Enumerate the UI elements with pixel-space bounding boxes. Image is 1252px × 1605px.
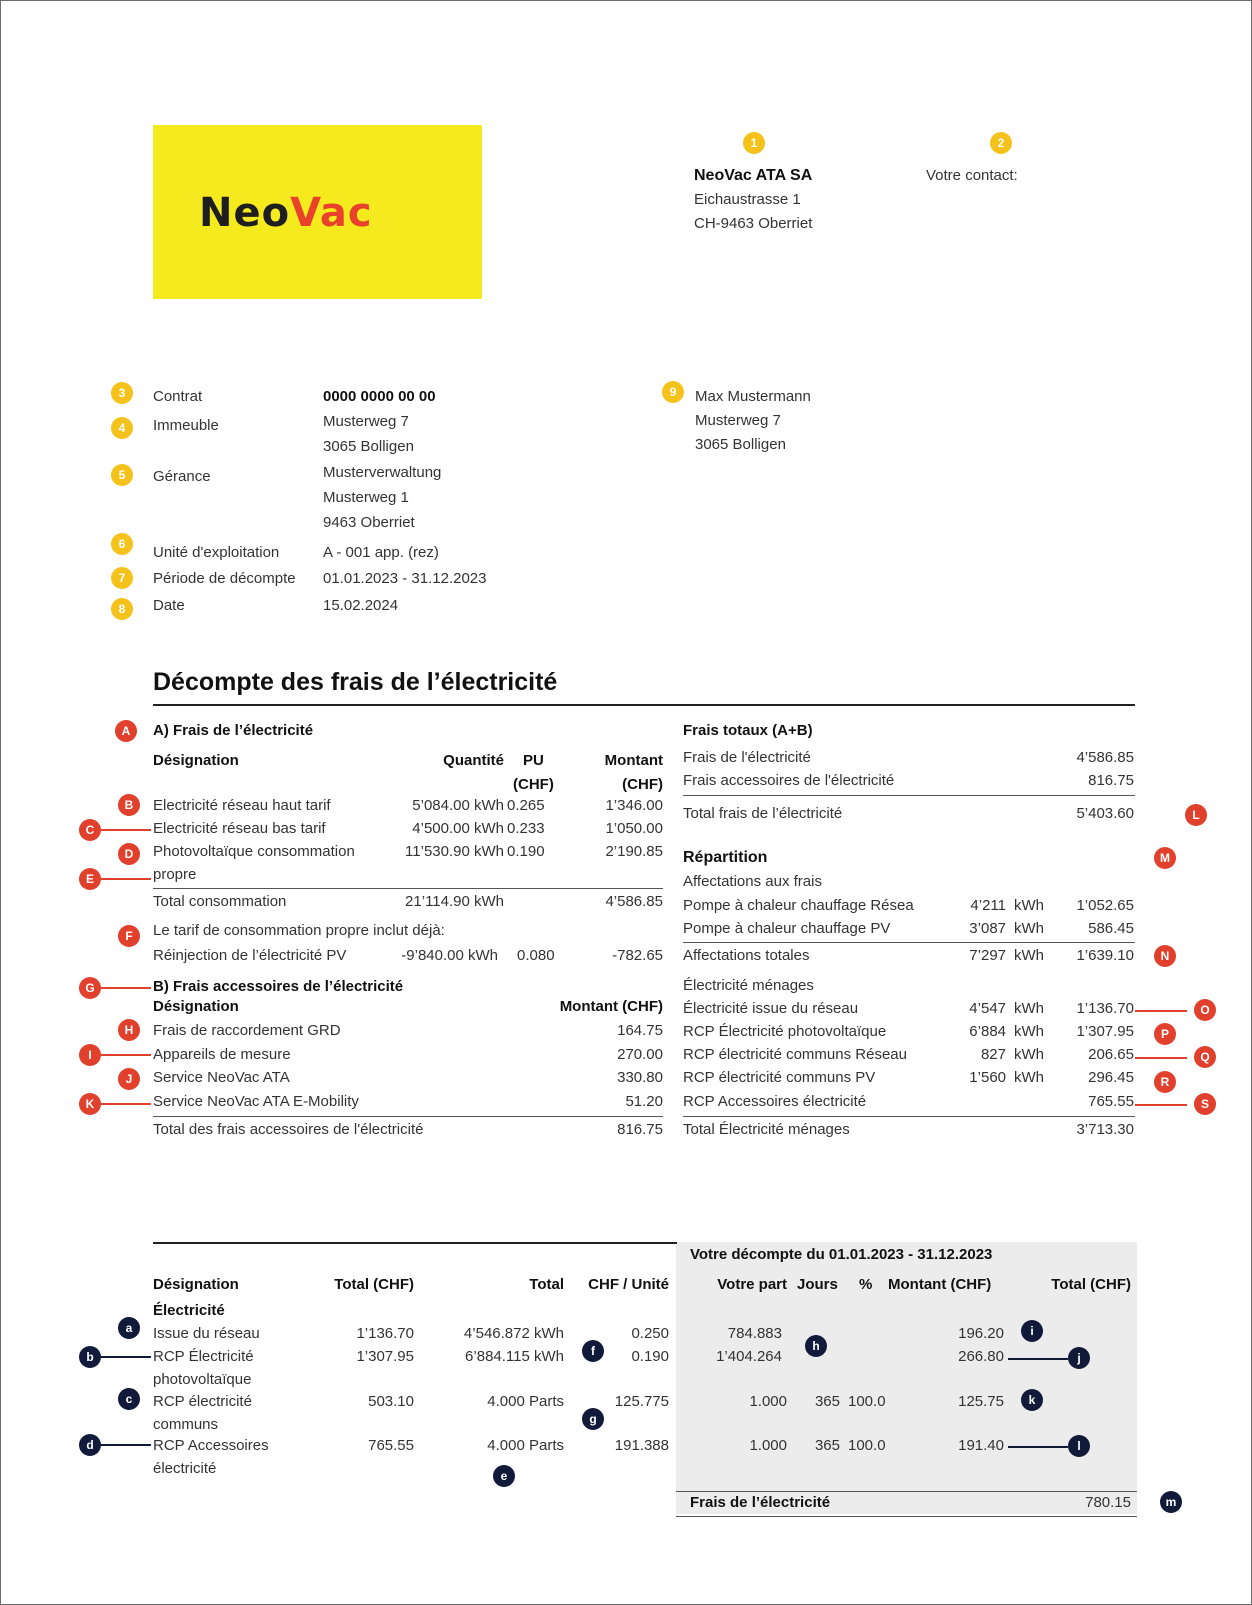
sectionB-col-designation: Désignation xyxy=(153,998,239,1015)
period-label: Période de décompte xyxy=(153,570,296,587)
reinjection-qty: -9’840.00 kWh xyxy=(401,947,498,964)
sectionA-heading: A) Frais de l’électricité xyxy=(153,722,314,739)
marker-G: G xyxy=(79,977,101,999)
bottom-row2-chf-unit: 0.190 xyxy=(631,1348,669,1365)
bottom-col-total-chf: Total (CHF) xyxy=(334,1276,414,1293)
sectionA-row3-label2: propre xyxy=(153,866,197,883)
marker-R: R xyxy=(1154,1071,1176,1093)
bottom-row3-label: RCP électricité xyxy=(153,1393,252,1410)
marker-N: N xyxy=(1154,945,1176,967)
repartition-sub: Affectations aux frais xyxy=(683,873,822,890)
logo-neo: Neo xyxy=(199,190,291,236)
sectionA-col-pu: PU xyxy=(523,752,544,769)
sectionA-row2-label: Electricité réseau bas tarif xyxy=(153,820,326,837)
sectionB-row3-label: Service NeoVac ATA xyxy=(153,1069,290,1086)
marker-c: c xyxy=(118,1388,140,1410)
bottom-row3-label2: communs xyxy=(153,1416,219,1433)
repartition-row2-qty: 3’087 xyxy=(969,920,1006,937)
marker-m: m xyxy=(1160,1491,1182,1513)
menages-row2-label: RCP Électricité photovoltaïque xyxy=(683,1023,887,1040)
contract-value: 0000 0000 00 00 xyxy=(323,388,436,405)
menages-row4-unit: kWh xyxy=(1014,1069,1044,1086)
logo-wordmark xyxy=(199,190,373,236)
menages-row3-amount: 206.65 xyxy=(1088,1046,1134,1063)
sectionA-row1-qty: 5’084.00 kWh xyxy=(412,797,504,814)
recipient-street: Musterweg 7 xyxy=(695,412,781,429)
bottom-row3-montant: 125.75 xyxy=(958,1393,1004,1410)
connector-C xyxy=(101,829,151,831)
marker-i: i xyxy=(1021,1320,1043,1342)
bottom-col-total2: Total (CHF) xyxy=(1051,1276,1131,1293)
bottom-row3-total-chf: 503.10 xyxy=(368,1393,414,1410)
sectionA-row1-amount: 1’346.00 xyxy=(605,797,663,814)
totals-heading: Frais totaux (A+B) xyxy=(683,722,813,739)
sectionB-row1-amount: 164.75 xyxy=(617,1022,663,1039)
bottom-row4-total-chf: 765.55 xyxy=(368,1437,414,1454)
menages-row3-unit: kWh xyxy=(1014,1046,1044,1063)
bottom-row1-part: 784.883 xyxy=(727,1325,782,1342)
marker-5: 5 xyxy=(111,464,133,486)
bottom-col-part: Votre part xyxy=(717,1276,787,1293)
bottom-row4-chf-unit: 191.388 xyxy=(614,1437,669,1454)
bottom-col-designation: Désignation xyxy=(153,1276,239,1293)
bottom-row4-jours: 365 xyxy=(814,1437,840,1454)
connector-G xyxy=(101,987,151,989)
repartition-heading: Répartition xyxy=(683,849,768,866)
connector-l xyxy=(1008,1446,1068,1448)
marker-j: j xyxy=(1068,1347,1090,1369)
marker-9: 9 xyxy=(662,381,684,403)
sectionA-row2-pu: 0.233 xyxy=(507,820,545,837)
connector-Q xyxy=(1135,1057,1187,1059)
bottom-row4-label2: électricité xyxy=(153,1460,217,1477)
period-value: 01.01.2023 - 31.12.2023 xyxy=(323,570,487,587)
sectionA-row2-qty: 4’500.00 kWh xyxy=(412,820,504,837)
marker-L: L xyxy=(1185,804,1207,826)
marker-E: E xyxy=(79,868,101,890)
marker-J: J xyxy=(118,1068,140,1090)
sectionA-row2-amount: 1’050.00 xyxy=(605,820,663,837)
repartition-row1-unit: kWh xyxy=(1014,897,1044,914)
bottom-group-label: Électricité xyxy=(153,1302,225,1319)
date-value: 15.02.2024 xyxy=(323,597,399,614)
management-line3: 9463 Oberriet xyxy=(323,514,415,531)
sectionA-row3-amount: 2’190.85 xyxy=(605,843,663,860)
sectionA-total-label: Total consommation xyxy=(153,893,287,910)
menages-row5-amount: 765.55 xyxy=(1088,1093,1134,1110)
menages-row1-label: Électricité issue du réseau xyxy=(683,1000,859,1017)
bottom-row4-montant: 191.40 xyxy=(958,1437,1004,1454)
marker-B: B xyxy=(118,794,140,816)
company-city: CH-9463 Oberriet xyxy=(694,215,813,232)
bottom-row1-chf-unit: 0.250 xyxy=(631,1325,669,1342)
bottom-col-montant: Montant (CHF) xyxy=(888,1276,992,1293)
final-top-rule xyxy=(676,1491,1137,1492)
connector-K xyxy=(101,1103,151,1105)
bottom-row3-jours: 365 xyxy=(814,1393,840,1410)
sectionA-total-rule xyxy=(153,888,663,889)
totals-row2-amount: 816.75 xyxy=(1088,772,1134,789)
bottom-row3-pct: 100.0 xyxy=(848,1393,886,1410)
bottom-row3-chf-unit: 125.775 xyxy=(614,1393,669,1410)
sectionA-row1-pu: 0.265 xyxy=(507,797,545,814)
date-label: Date xyxy=(153,597,185,614)
repartition-rule xyxy=(683,942,1135,943)
building-line2: 3065 Bolligen xyxy=(323,438,414,455)
marker-g: g xyxy=(582,1408,604,1430)
title-rule xyxy=(153,704,1135,706)
marker-I: I xyxy=(79,1044,101,1066)
marker-k: k xyxy=(1021,1389,1043,1411)
menages-row4-label: RCP électricité communs PV xyxy=(683,1069,876,1086)
recipient-city: 3065 Bolligen xyxy=(695,436,786,453)
bottom-row2-label: RCP Électricité xyxy=(153,1348,254,1365)
marker-F: F xyxy=(118,925,140,947)
neovac-logo xyxy=(153,125,482,299)
connector-d xyxy=(101,1444,151,1446)
marker-M: M xyxy=(1154,847,1176,869)
menages-row1-amount: 1’136.70 xyxy=(1076,1000,1134,1017)
totals-total-amount: 5’403.60 xyxy=(1076,805,1134,822)
building-line1: Musterweg 7 xyxy=(323,413,409,430)
sectionA-col-amount-unit: (CHF) xyxy=(622,776,663,793)
sectionB-row2-label: Appareils de mesure xyxy=(153,1046,291,1063)
bottom-row4-total: 4.000 Parts xyxy=(487,1437,564,1454)
repartition-row1-qty: 4’211 xyxy=(970,897,1006,914)
sectionB-col-amount: Montant (CHF) xyxy=(559,998,663,1015)
sectionB-total-rule xyxy=(153,1116,663,1117)
marker-P: P xyxy=(1154,1023,1176,1045)
menages-total-amount: 3’713.30 xyxy=(1076,1121,1134,1138)
menages-row1-qty: 4’547 xyxy=(969,1000,1006,1017)
sectionB-row2-amount: 270.00 xyxy=(617,1046,663,1063)
marker-Q: Q xyxy=(1194,1046,1216,1068)
totals-row1-label: Frais de l'électricité xyxy=(683,749,811,766)
sectionB-row3-amount: 330.80 xyxy=(617,1069,663,1086)
repartition-row1-amount: 1’052.65 xyxy=(1076,897,1134,914)
menages-row4-amount: 296.45 xyxy=(1088,1069,1134,1086)
sectionB-total-amount: 816.75 xyxy=(617,1121,663,1138)
marker-O: O xyxy=(1194,999,1216,1021)
totals-rule xyxy=(683,795,1135,796)
sectionB-row1-label: Frais de raccordement GRD xyxy=(153,1022,341,1039)
bottom-row2-total: 6’884.115 kWh xyxy=(465,1348,564,1365)
marker-D: D xyxy=(118,843,140,865)
menages-row3-qty: 827 xyxy=(980,1046,1006,1063)
reinjection-label: Réinjection de l’électricité PV xyxy=(153,947,347,964)
marker-K: K xyxy=(79,1093,101,1115)
menages-rule xyxy=(683,1116,1135,1117)
marker-2: 2 xyxy=(990,132,1012,154)
repartition-row2-label: Pompe à chaleur chauffage PV xyxy=(683,920,891,937)
repartition-row2-unit: kWh xyxy=(1014,920,1044,937)
management-line1: Musterverwaltung xyxy=(323,464,442,481)
sectionA-col-designation: Désignation xyxy=(153,752,239,769)
repartition-total-qty: 7’297 xyxy=(969,947,1006,964)
sectionA-col-qty: Quantité xyxy=(443,752,504,769)
marker-h: h xyxy=(805,1335,827,1357)
bottom-row4-label: RCP Accessoires xyxy=(153,1437,269,1454)
totals-row1-amount: 4’586.85 xyxy=(1076,749,1134,766)
contract-label: Contrat xyxy=(153,388,203,405)
bottom-row2-montant: 266.80 xyxy=(958,1348,1004,1365)
sectionB-row4-label: Service NeoVac ATA E-Mobility xyxy=(153,1093,359,1110)
menages-total-label: Total Électricité ménages xyxy=(683,1121,850,1138)
totals-row2-label: Frais accessoires de l'électricité xyxy=(683,772,895,789)
final-bottom-rule xyxy=(676,1516,1137,1517)
connector-j xyxy=(1008,1358,1068,1360)
sectionB-heading: B) Frais accessoires de l’électricité xyxy=(153,978,404,995)
connector-b xyxy=(101,1356,151,1358)
marker-e: e xyxy=(493,1465,515,1487)
menages-row2-unit: kWh xyxy=(1014,1023,1044,1040)
bottom-row4-pct: 100.0 xyxy=(848,1437,886,1454)
bottom-top-rule xyxy=(153,1242,677,1244)
sectionA-col-pu-unit: (CHF) xyxy=(513,776,554,793)
bottom-row2-part: 1’404.264 xyxy=(716,1348,782,1365)
connector-I xyxy=(101,1054,151,1056)
reinjection-amount: -782.65 xyxy=(612,947,663,964)
bottom-row4-part: 1.000 xyxy=(749,1437,787,1454)
marker-f: f xyxy=(582,1340,604,1362)
final-label: Frais de l’électricité xyxy=(690,1494,831,1511)
menages-row2-qty: 6’884 xyxy=(969,1023,1006,1040)
repartition-row2-amount: 586.45 xyxy=(1088,920,1134,937)
menages-row3-label: RCP électricité communs Réseau xyxy=(683,1046,907,1063)
marker-3: 3 xyxy=(111,382,133,404)
statement-banner: Votre décompte du 01.01.2023 - 31.12.2023 xyxy=(690,1246,993,1263)
bottom-col-jours: Jours xyxy=(797,1276,838,1293)
bottom-row1-total-chf: 1’136.70 xyxy=(356,1325,414,1342)
bottom-row2-total-chf: 1’307.95 xyxy=(356,1348,414,1365)
unit-label: Unité d'exploitation xyxy=(153,544,280,561)
contact-label: Votre contact: xyxy=(926,167,1018,184)
sectionA-col-amount: Montant xyxy=(604,752,663,769)
recipient-name: Max Mustermann xyxy=(695,388,811,405)
menages-row4-qty: 1’560 xyxy=(969,1069,1006,1086)
menages-row5-label: RCP Accessoires électricité xyxy=(683,1093,867,1110)
bottom-col-chf-unit: CHF / Unité xyxy=(588,1276,669,1293)
marker-d: d xyxy=(79,1434,101,1456)
totals-total-label: Total frais de l’électricité xyxy=(683,805,843,822)
marker-S: S xyxy=(1194,1093,1216,1115)
company-name: NeoVac ATA SA xyxy=(694,167,813,184)
repartition-total-amount: 1’639.10 xyxy=(1076,947,1134,964)
sectionA-row3-label: Photovoltaïque consommation xyxy=(153,843,355,860)
marker-C: C xyxy=(79,819,101,841)
sectionB-row4-amount: 51.20 xyxy=(625,1093,663,1110)
selfconsumption-note: Le tarif de consommation propre inclut déjà: xyxy=(153,922,445,939)
repartition-total-label: Affectations totales xyxy=(683,947,810,964)
connector-S xyxy=(1135,1104,1187,1106)
marker-l: l xyxy=(1068,1435,1090,1457)
bottom-row1-montant: 196.20 xyxy=(958,1325,1004,1342)
menages-label: Électricité ménages xyxy=(683,977,814,994)
sectionA-total-qty: 21’114.90 kWh xyxy=(405,893,504,910)
statement-title: Décompte des frais de l’électricité xyxy=(153,668,558,696)
sectionA-total-amount: 4’586.85 xyxy=(605,893,663,910)
bottom-col-total: Total xyxy=(529,1276,564,1293)
reinjection-pu: 0.080 xyxy=(517,947,555,964)
bottom-row3-part: 1.000 xyxy=(749,1393,787,1410)
bottom-row2-label2: photovoltaïque xyxy=(153,1371,252,1388)
connector-O xyxy=(1135,1010,1187,1012)
marker-8: 8 xyxy=(111,598,133,620)
management-line2: Musterweg 1 xyxy=(323,489,409,506)
management-label: Gérance xyxy=(153,468,211,485)
building-label: Immeuble xyxy=(153,417,219,434)
marker-4: 4 xyxy=(111,417,133,439)
bottom-col-pct: % xyxy=(859,1276,873,1293)
connector-E xyxy=(101,878,151,880)
company-street: Eichaustrasse 1 xyxy=(694,191,801,208)
marker-b: b xyxy=(79,1346,101,1368)
logo-vac: Vac xyxy=(290,190,373,236)
menages-row2-amount: 1’307.95 xyxy=(1076,1023,1134,1040)
unit-value: A - 001 app. (rez) xyxy=(323,544,439,561)
sectionB-total-label: Total des frais accessoires de l'électricité xyxy=(153,1121,424,1138)
menages-row1-unit: kWh xyxy=(1014,1000,1044,1017)
repartition-row1-label: Pompe à chaleur chauffage Résea xyxy=(683,897,914,914)
marker-1: 1 xyxy=(743,132,765,154)
final-amount: 780.15 xyxy=(1085,1494,1131,1511)
sectionA-row3-qty: 11’530.90 kWh xyxy=(405,843,504,860)
marker-A: A xyxy=(115,720,137,742)
marker-7: 7 xyxy=(111,567,133,589)
repartition-total-unit: kWh xyxy=(1014,947,1044,964)
bottom-row1-total: 4’546.872 kWh xyxy=(463,1325,564,1342)
sectionA-row3-pu: 0.190 xyxy=(507,843,545,860)
marker-H: H xyxy=(118,1019,140,1041)
marker-6: 6 xyxy=(111,533,133,555)
sectionA-row1-label: Electricité réseau haut tarif xyxy=(153,797,331,814)
marker-a: a xyxy=(118,1317,140,1339)
bottom-row3-total: 4.000 Parts xyxy=(487,1393,564,1410)
bottom-row1-label: Issue du réseau xyxy=(153,1325,260,1342)
